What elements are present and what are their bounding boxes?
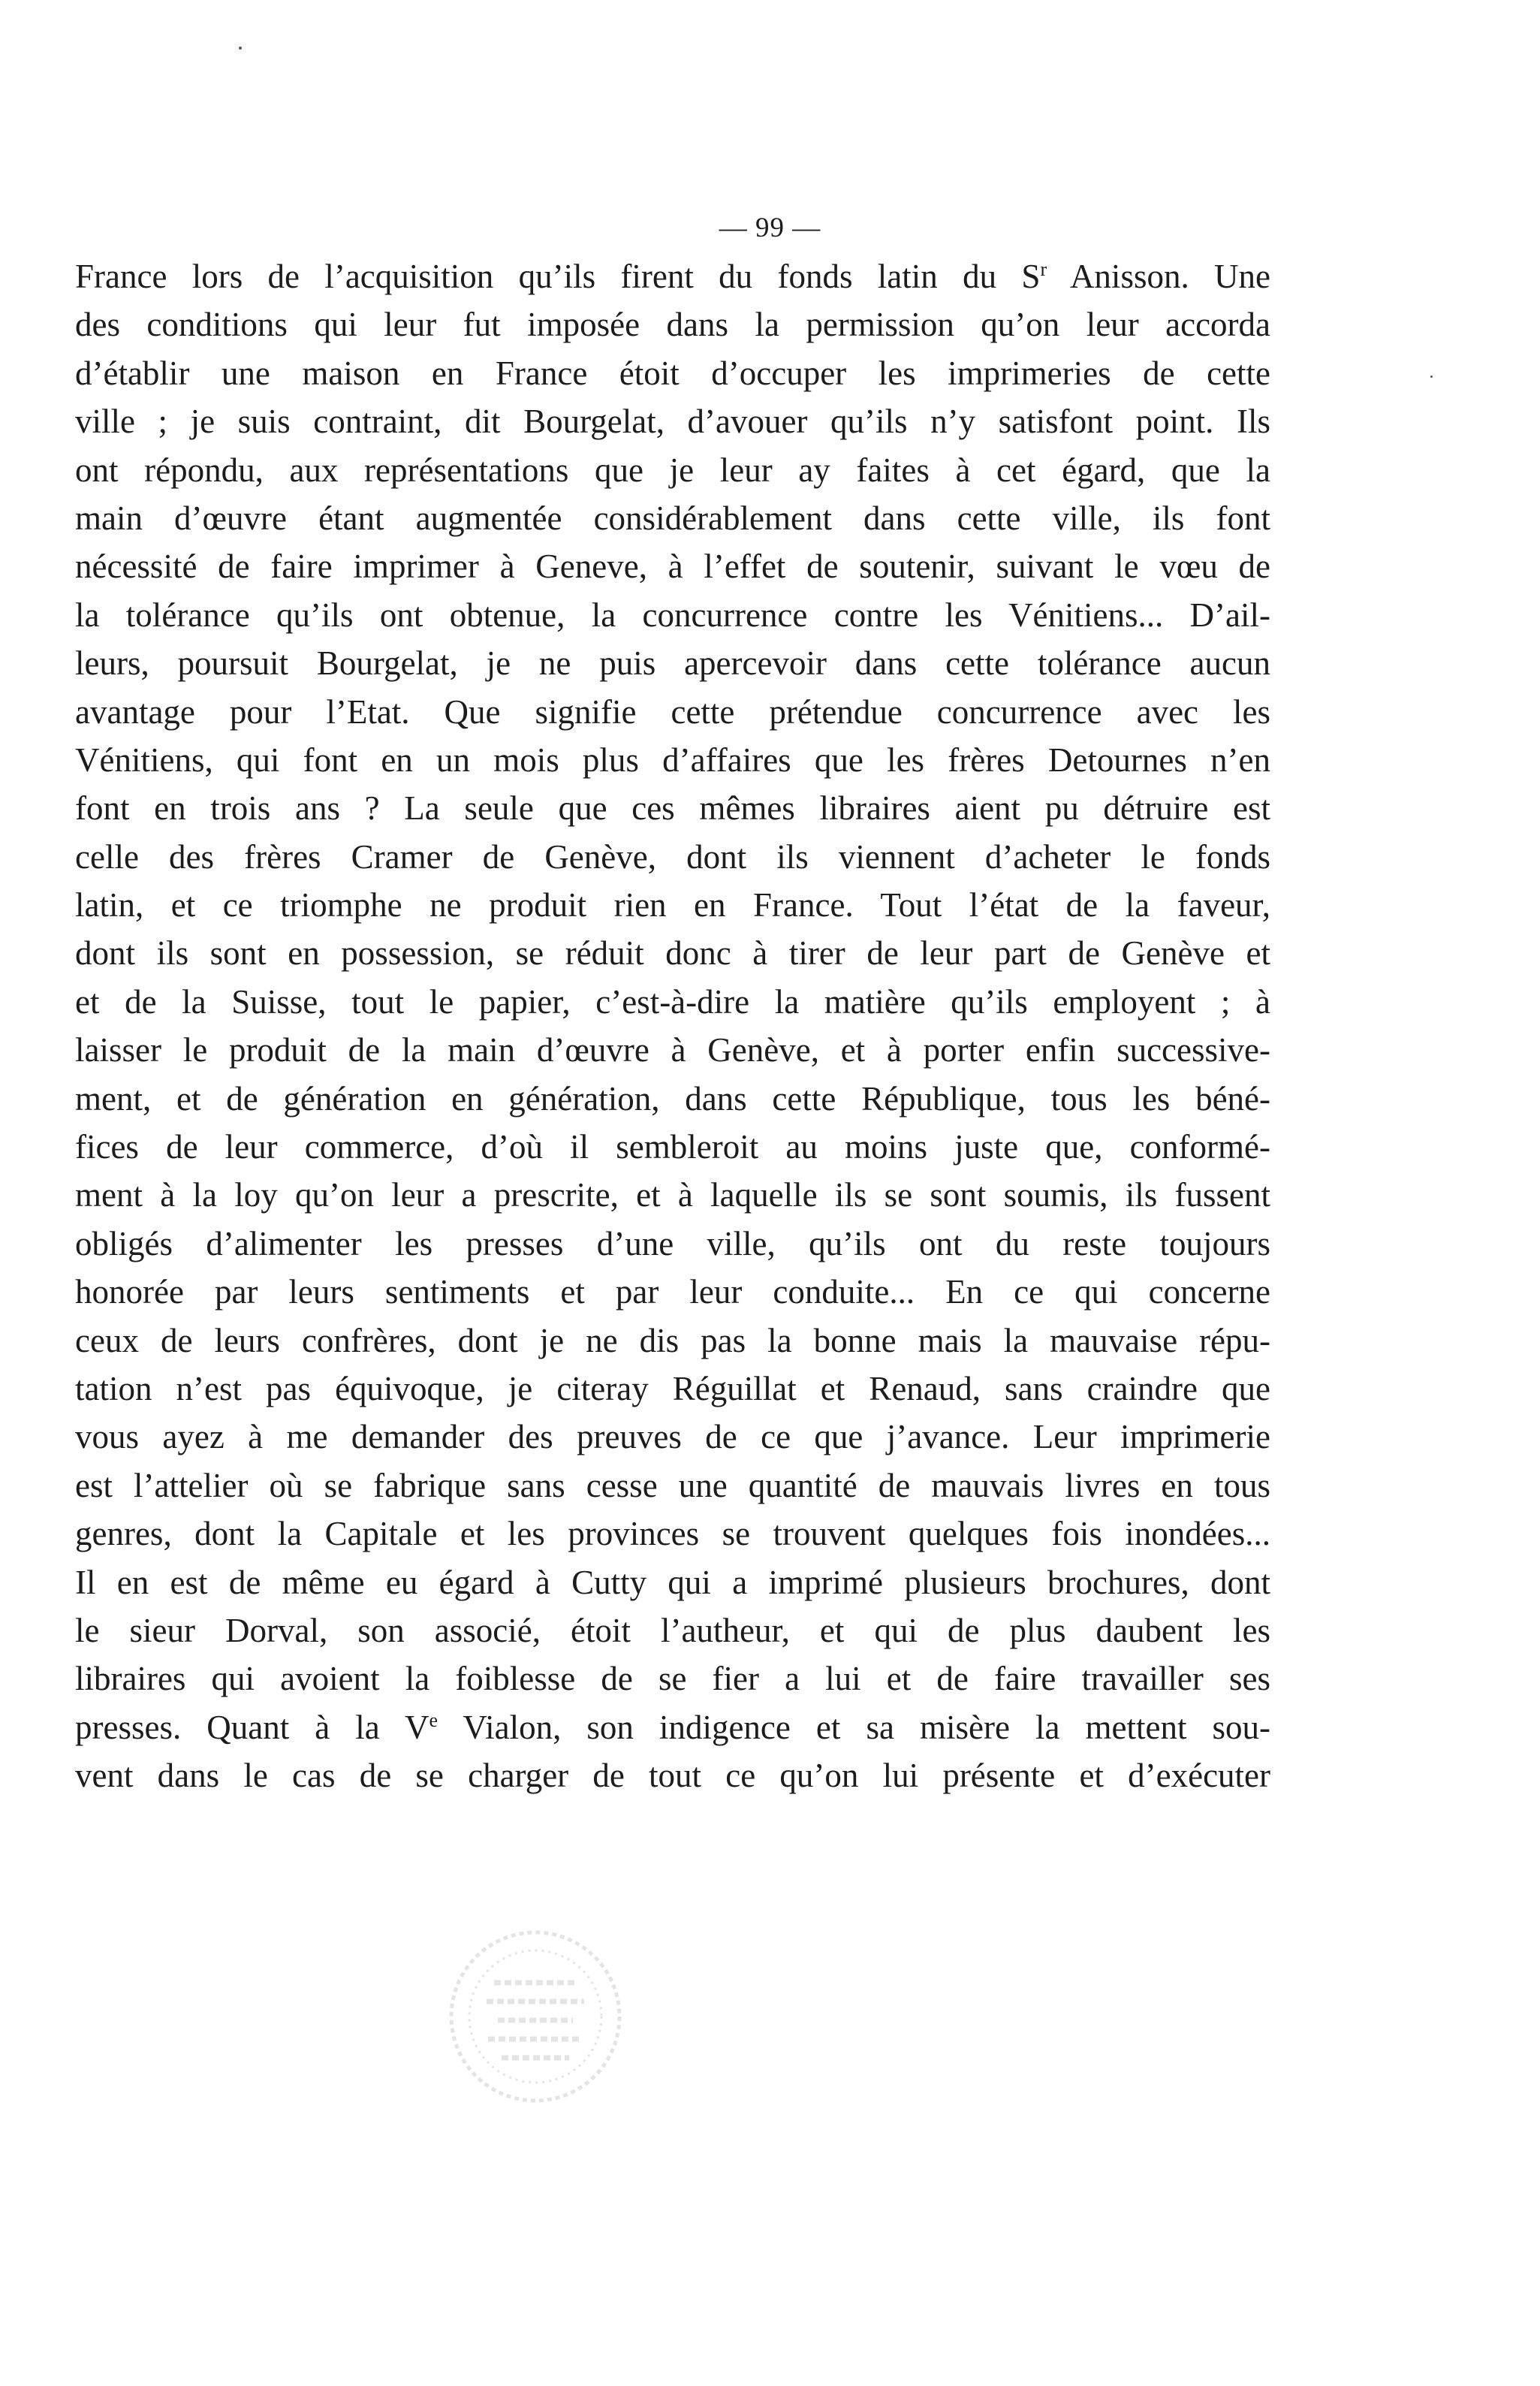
text-line xyxy=(75,397,1270,445)
text-line xyxy=(75,1268,1270,1316)
text-line xyxy=(75,929,1270,977)
text-line xyxy=(75,1606,1270,1655)
text-line xyxy=(75,1703,1270,1751)
text-line xyxy=(75,1655,1270,1703)
text-line-content: Vénitiens, qui font en un mois plus d’affaires que les frères Detournes n’en xyxy=(75,741,1270,779)
text-line-content: le sieur Dorval, son associé, étoit l’autheur, et qui de plus daubent les xyxy=(75,1611,1270,1649)
text-line xyxy=(75,978,1270,1026)
text-line-content: presses. Quant à la V xyxy=(75,1708,429,1746)
text-line-content: font en trois ans ? La seule que ces mêmes libraires aient pu détruire est xyxy=(75,789,1270,828)
text-line xyxy=(75,1220,1270,1268)
text-line-content: ment à la loy qu’on leur a prescrite, et à laquelle ils se sont soumis, ils fussent xyxy=(75,1176,1270,1214)
text-line-content: Il en est de même eu égard à Cutty qui a imprimé plusieurs brochures, dont xyxy=(75,1563,1270,1601)
body-text xyxy=(75,252,1270,1800)
superscript-abbreviation: r xyxy=(1040,258,1047,280)
text-line-content: leurs, poursuit Bourgelat, je ne puis apercevoir dans cette tolérance aucun xyxy=(75,644,1270,683)
text-line-content: tation n’est pas équivoque, je citeray Réguillat et Renaud, sans craindre que xyxy=(75,1369,1270,1407)
library-stamp-icon xyxy=(442,1923,629,2110)
text-line-content: laisser le produit de la main d’œuvre à Genève, et à porter enfin successive- xyxy=(75,1031,1270,1069)
text-line xyxy=(75,1317,1270,1365)
text-line-content: vous ayez à me demander des preuves de ce que j’avance. Leur imprimerie xyxy=(75,1418,1270,1456)
text-line-content: ont répondu, aux représentations que je leur ay faites à cet égard, que la xyxy=(75,451,1270,489)
text-line xyxy=(75,1365,1270,1413)
text-line xyxy=(75,833,1270,881)
text-line-content: avantage pour l’Etat. Que signifie cette prétendue concurrence avec les xyxy=(75,692,1270,731)
text-line-content: France lors de l’acquisition qu’ils firent du fonds latin du S xyxy=(75,258,1041,295)
text-line xyxy=(75,1123,1270,1171)
text-line xyxy=(75,1171,1270,1219)
text-line-content: nécessité de faire imprimer à Geneve, à l’effet de soutenir, suivant le vœu de xyxy=(75,547,1270,586)
text-line xyxy=(75,1075,1270,1123)
text-line xyxy=(75,494,1270,542)
text-line xyxy=(75,300,1270,348)
text-line xyxy=(75,1751,1270,1799)
text-line-content: obligés d’alimenter les presses d’une ville, qu’ils ont du reste toujours xyxy=(75,1224,1270,1262)
text-line-content: ville ; je suis contraint, dit Bourgelat, d’avouer qu’ils n’y satisfont point. Ils xyxy=(75,403,1270,441)
text-line xyxy=(75,1461,1270,1510)
text-line-content: des conditions qui leur fut imposée dans la permission qu’on leur accorda xyxy=(75,306,1270,344)
text-line xyxy=(75,736,1270,784)
page-number: — 99 — xyxy=(719,213,821,243)
text-line xyxy=(75,881,1270,929)
text-line xyxy=(75,591,1270,639)
text-line-content: libraires qui avoient la foiblesse de se fier a lui et de faire travailler ses xyxy=(75,1660,1270,1698)
text-line xyxy=(75,1510,1270,1558)
text-line xyxy=(75,446,1270,494)
text-line xyxy=(75,1026,1270,1074)
text-line xyxy=(75,1558,1270,1606)
text-line-content: la tolérance qu’ils ont obtenue, la concurrence contre les Vénitiens... D’ail- xyxy=(75,596,1270,634)
text-line-content: ment, et de génération en génération, dans cette République, tous les béné- xyxy=(75,1079,1270,1118)
text-line-content: fices de leur commerce, d’où il sembleroit au moins juste que, conformé- xyxy=(75,1128,1270,1166)
text-line xyxy=(75,1413,1270,1461)
text-line-content: celle des frères Cramer de Genève, dont ils viennent d’acheter le fonds xyxy=(75,837,1270,876)
ink-speck xyxy=(239,47,242,50)
text-line-content: main d’œuvre étant augmentée considérablement dans cette ville, ils font xyxy=(75,499,1270,537)
text-line-content: vent dans le cas de se charger de tout ce qu’on lui présente et d’exécuter xyxy=(75,1757,1270,1795)
text-line xyxy=(75,542,1270,590)
text-line-content: d’établir une maison en France étoit d’occuper les imprimeries de cette xyxy=(75,354,1270,392)
text-line xyxy=(75,784,1270,832)
superscript-abbreviation: e xyxy=(429,1709,438,1731)
text-line-content: est l’attelier où se fabrique sans cesse une quantité de mauvais livres en tous xyxy=(75,1466,1270,1504)
text-line-content: et de la Suisse, tout le papier, c’est-à-dire la matière qu’ils employent ; à xyxy=(75,982,1270,1021)
text-line-content: honorée par leurs sentiments et par leur conduite... En ce qui concerne xyxy=(75,1273,1270,1311)
text-line xyxy=(75,639,1270,687)
text-line xyxy=(75,252,1270,300)
text-line xyxy=(75,688,1270,736)
text-line-content: dont ils sont en possession, se réduit donc à tirer de leur part de Genève et xyxy=(75,934,1270,973)
ink-speck xyxy=(1430,376,1433,378)
text-line xyxy=(75,349,1270,397)
text-line-content: ceux de leurs confrères, dont je ne dis pas la bonne mais la mauvaise répu- xyxy=(75,1321,1270,1359)
text-line-content: Anisson. Une xyxy=(1047,258,1270,295)
text-line-content: Vialon, son indigence et sa misère la mettent sou- xyxy=(438,1708,1270,1746)
text-line-content: latin, et ce triomphe ne produit rien en France. Tout l’état de la faveur, xyxy=(75,886,1270,925)
text-line-content: genres, dont la Capitale et les provinces se trouvent quelques fois inondées... xyxy=(75,1515,1270,1553)
